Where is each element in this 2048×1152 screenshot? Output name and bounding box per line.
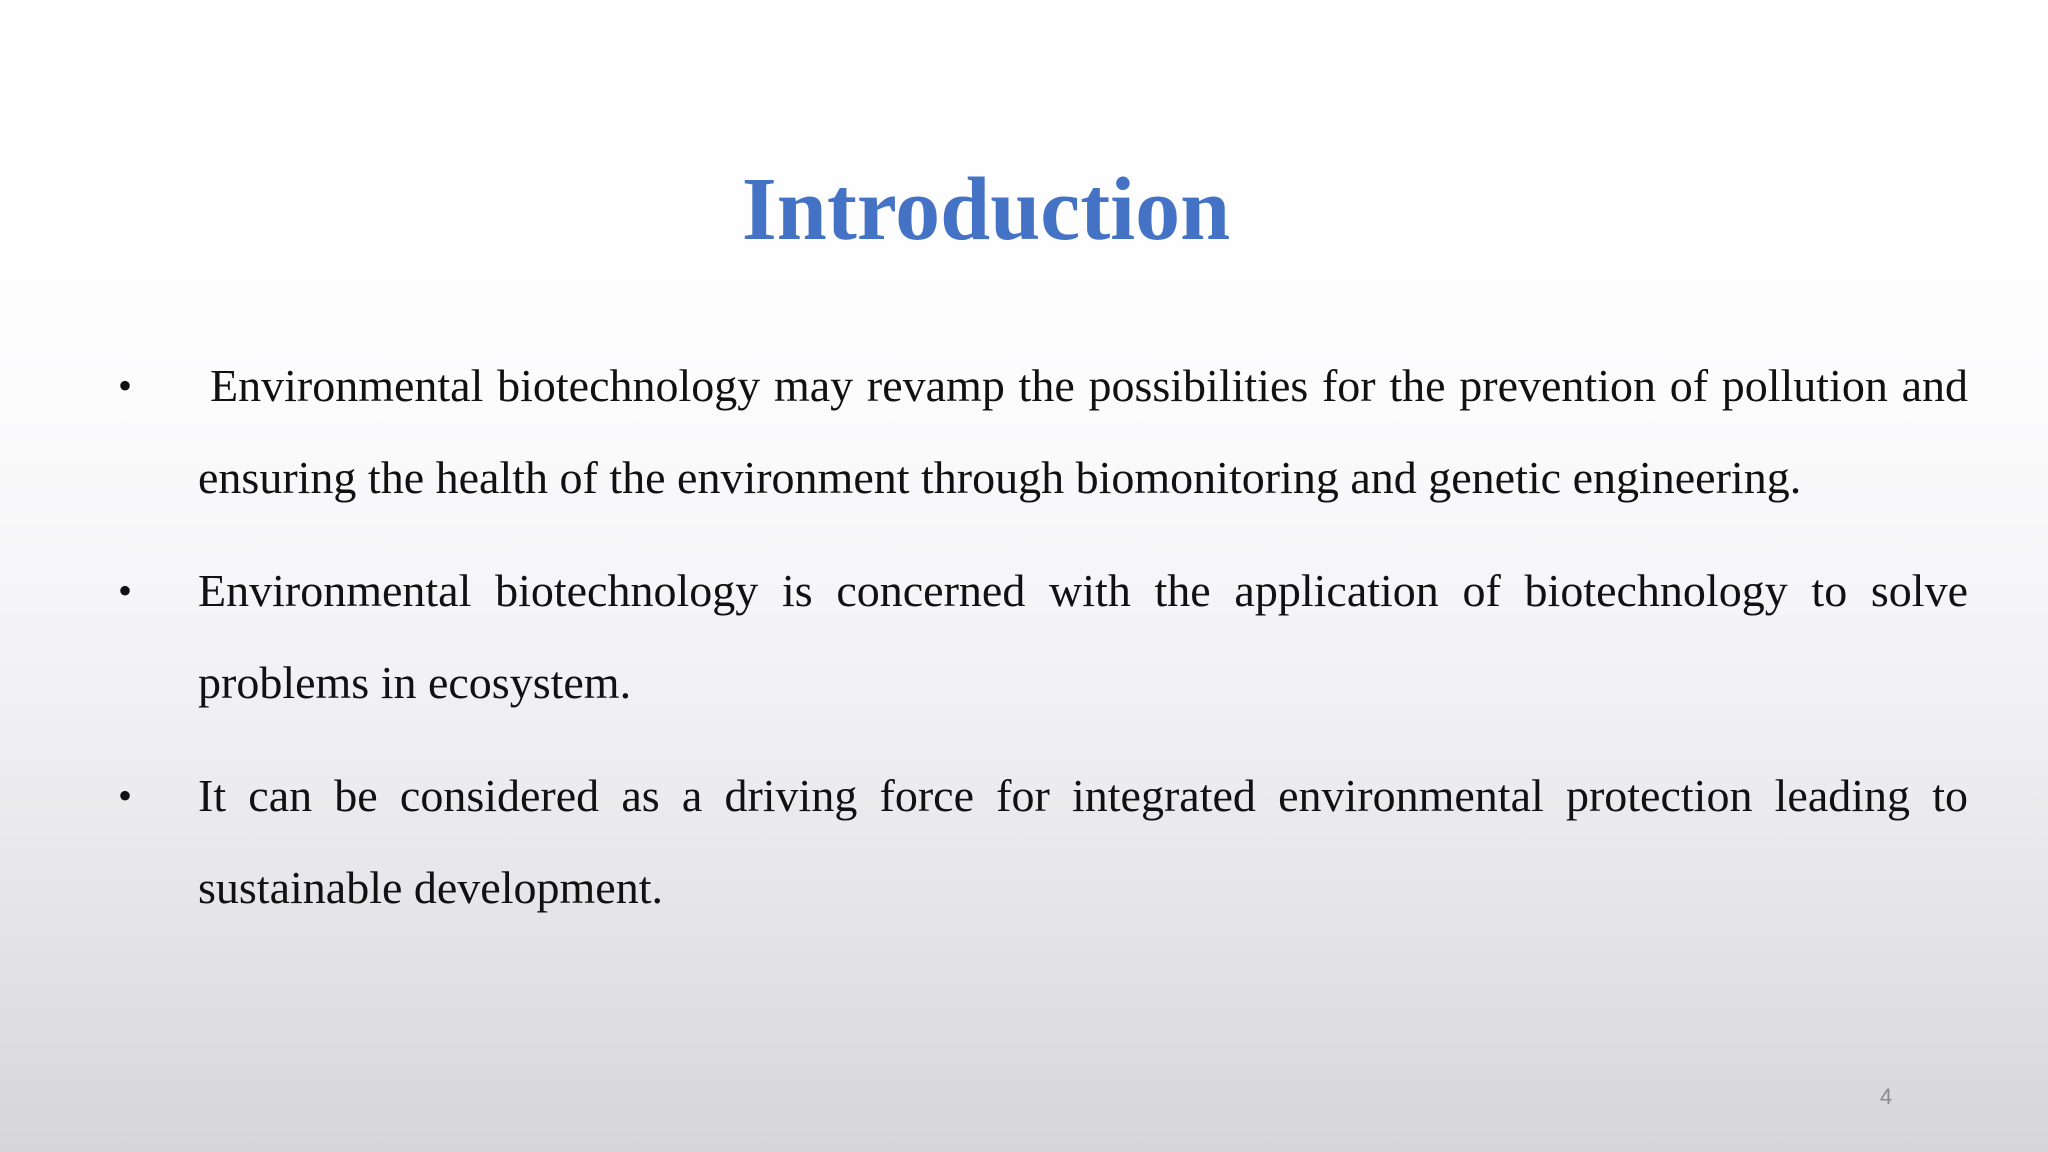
bullet-item (118, 340, 1968, 524)
bullet-text: Environmental biotechnology is concerned with the application of biotechnology to solve problems in ecosystem. (198, 565, 1968, 708)
bullet-icon: • (118, 568, 133, 613)
bullet-item (118, 750, 1968, 934)
slide-title-text: Introduction (741, 160, 1231, 259)
bullet-list (118, 340, 1968, 955)
slide-title (0, 155, 2048, 265)
page-number: 4 (1879, 1084, 1893, 1109)
bullet-text: It can be considered as a driving force for integrated environmental protection leading to sustainable development. (198, 770, 1968, 913)
bullet-item (118, 545, 1968, 729)
bullet-icon: • (118, 363, 133, 408)
bullet-icon: • (118, 773, 133, 818)
bullet-text: Environmental biotechnology may revamp the possibilities for the prevention of pollution and ensuring the health of the environment through biomonitoring and genetic engineering. (198, 360, 1968, 503)
